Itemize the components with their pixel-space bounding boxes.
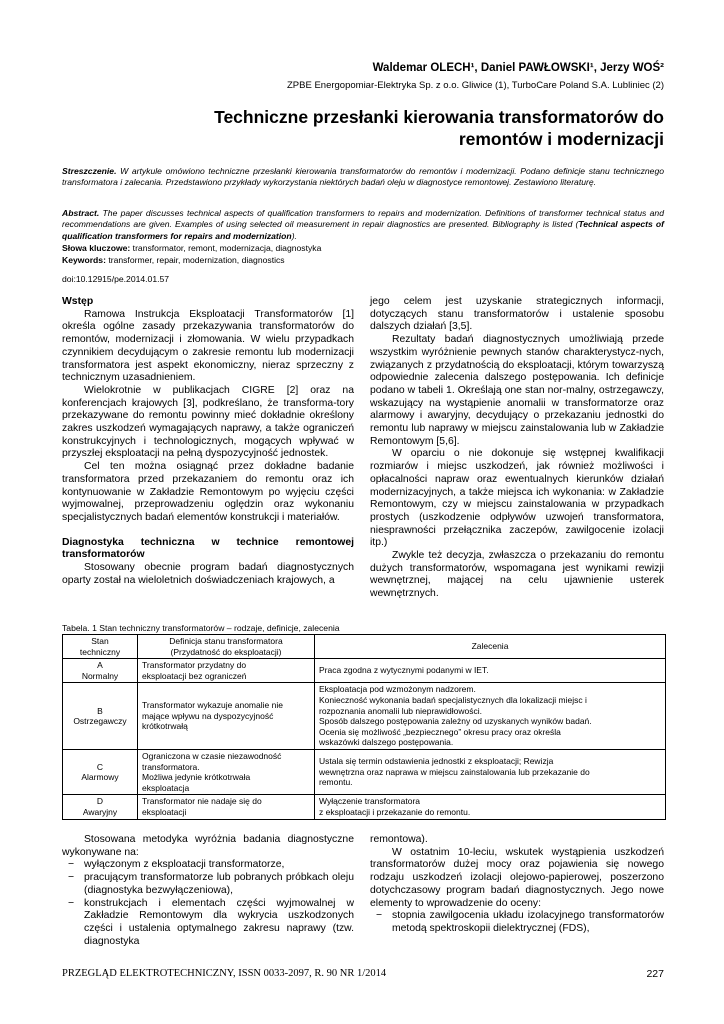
abstract-pl-label: Streszczenie.: [62, 166, 117, 176]
abstract-en-title: Technical aspects of qualification transformers for repairs and modernization: [62, 219, 665, 241]
definition-line: krótkotrwałą: [142, 721, 188, 732]
list-item: [62, 898, 354, 949]
abstract-pl-text: W artykule omówiono techniczne przesłanki kierowania transformatorów do remontów i modernizacji. Podano definicje stanu technicznego transformatora i zalecania. Przedstawiono przykłady wykorzystania niektórych badań oleju w diagnostyce remontowej. Zestawiono literaturę.: [62, 166, 664, 188]
header-state-line: Stan: [91, 636, 109, 646]
paragraph: W ostatnim 10-leciu, wskutek wystąpienia uszkodzeń transformatorów dużej mocy oraz pojawienia się nowego rodzaju uszkodzeń izolacji olejowo-papierowej, poszerzono dotychczasowy program badań diagnostycznych. Jego nowe elementy to wprowadzenie do oceny:: [370, 846, 664, 909]
header-definition: [138, 635, 315, 659]
abstract-en-label: Abstract.: [62, 208, 100, 218]
affiliation: ZPBE Energopomiar-Elektryka Sp. z o.o. Gliwice (1), TurboCare Poland S.A. Lubliniec (2): [287, 80, 664, 91]
state-code: C: [96, 761, 104, 772]
recommendation-cell: [315, 683, 666, 750]
abstract-en-text: The paper discusses technical aspects of qualification transformers to repairs and modernization. Definitions of transformer technical status and recommendations are given. Examples of using selected oil measurement in repair diagnostics are presented. Bibliography is listed (: [62, 208, 664, 230]
recommendation-line: wskazówki dalszego postępowania.: [319, 737, 454, 748]
right-column: [370, 296, 664, 601]
recommendation-line: Ustala się termin odstawienia jednostki z eksploatacji; Rewizja: [319, 756, 554, 767]
table-row: [63, 749, 666, 794]
recommendation-line: Konieczność wykonania badań specjalistycznych dla lokalizacji miejsc i: [319, 694, 587, 705]
paragraph: remontowa).: [370, 834, 428, 845]
definition-cell: [138, 749, 315, 794]
doi: doi:10.12915/pe.2014.01.57: [62, 274, 170, 284]
recommendation-line: Wyłączenie transformatora: [319, 796, 421, 807]
state-code: A: [97, 660, 103, 671]
recommendation-line: Ocenia się możliwość „bezpiecznego” okresu pracy oraz określa: [319, 726, 561, 737]
definition-line: eksploatacja: [142, 782, 190, 793]
paragraph: Cel ten można osiągnąć przez dokładne badanie transformatora przed przekazaniem do remontu oraz ich kontynuowanie w Zakładzie Remontowym po wyjęciu części wyjmowalnej, przeprowadzeniu oględzin oraz wykonaniu specjalistycznych badań elementów konstrukcji i materiałów.: [62, 461, 354, 523]
state-name: Ostrzegawczy: [73, 716, 127, 727]
recommendation-line: remontu.: [319, 777, 353, 788]
keywords-pl: [62, 243, 664, 254]
list-item-text: stopnia zawilgocenia układu izolacyjnego transformatorów metodą spektroskopii dielektrycznej (FDS),: [392, 910, 664, 934]
state-code: B: [97, 705, 103, 716]
keywords-en-label: Keywords:: [62, 255, 106, 265]
definition-line: Transformator wykazuje anomalie nie: [142, 700, 283, 711]
recommendation-cell: [315, 795, 666, 819]
state-name: Normalny: [81, 670, 119, 681]
journal-info: PRZEGLĄD ELEKTROTECHNICZNY, ISSN 0033-2097, R. 90 NR 1/2014: [62, 968, 387, 979]
state-cell: [63, 749, 138, 794]
abstract-en-end: ).: [291, 230, 297, 241]
recommendation-line: Eksploatacja pod wzmożonym nadzorem.: [319, 684, 476, 695]
recommendation-line: Praca zgodna z wytycznymi podanymi w IET.: [319, 665, 489, 676]
definition-line: Ograniczona w czasie niezawodność: [142, 750, 282, 761]
paragraph: jego celem jest uzyskanie strategicznych informacji, dotyczących stanu transformatorów i ustalenie sposobu dalszych działań [3,5].: [370, 296, 664, 333]
list-item-text: pracującym transformatorze lub pobranych próbkach oleju (diagnostyka bezwyłączeniowa),: [84, 872, 354, 896]
dash-bullet: −: [375, 910, 383, 922]
recommendation-line: rozpoznania anomalii lub nieprawidłowości.: [319, 705, 483, 716]
paragraph: Stosowana metodyka wyróżnia badania diagnostyczne wykonywane na:: [62, 834, 354, 858]
abstract-pl: [62, 166, 664, 189]
table-caption: Tabela. 1 Stan techniczny transformatorów – rodzaje, definicje, zalecenia: [62, 623, 340, 633]
keywords-en-text: transformer, repair, modernization, diagnostics: [105, 255, 285, 265]
definition-cell: [138, 795, 315, 819]
table-row: [63, 795, 666, 819]
paragraph: Stosowany obecnie program badań diagnostycznych oparty został na wieloletnich doświadczeniach krajowych, a: [62, 562, 354, 586]
header-state-line: techniczny: [79, 646, 121, 657]
list-item-text: wyłączonym z eksploatacji transformatorze,: [84, 859, 285, 871]
header-definition-line: Definicja stanu transformatora: [169, 636, 283, 646]
recommendation-line: z eksploatacji i przekazanie do remontu.: [319, 806, 471, 817]
list-item-text: konstrukcjach i elementach części wyjmowalnej w Zakładzie Remontowym dla wykrycia uszkodzonych części i ustalenia optymalnego zakresu naprawy (tzw. diagnostyka: [84, 897, 354, 947]
header-definition-line: (Przydatność do eksploatacji): [170, 646, 282, 657]
abstract-en: [62, 208, 664, 242]
table-header-row: [63, 635, 666, 659]
paragraph: Zwykle też decyzja, zwłaszcza o przekazaniu do remontu dużych transformatorów, wspomagana jest wynikami rewizji wewnętrznej, mającej na celu ujawnienie usterek wewnętrznych.: [370, 550, 664, 600]
page-number: 227: [646, 968, 664, 980]
section-heading-diagnostics: Diagnostyka techniczna w technice remontowej transformatorów: [62, 536, 354, 561]
page-footer: [62, 968, 664, 979]
recommendation-line: wewnętrzna oraz naprawa w miejscu zainstalowania lub przekazanie do: [319, 766, 590, 777]
dash-bullet: −: [67, 859, 75, 871]
table-row: [63, 683, 666, 750]
paragraph: W oparciu o nie dokonuje się wstępnej kwalifikacji rozmiarów i miejsc uszkodzeń, jak również możliwości i opłacalności napraw oraz ewentualnych kierunków działań modernizacyjnych, a także miejsca ich wykonania: w Zakładzie Remontowym, czy w miejscu zainstalowania w przypadkach prostych (uszkodzenie odpływów uzwojeń transformatora, niesprawności przełącznika zaczepów, zawilgocenie izolacji itp.): [370, 448, 664, 549]
header-state: [63, 635, 138, 659]
list-item: [370, 910, 664, 935]
definition-cell: [138, 683, 315, 750]
state-name: Awaryjny: [82, 806, 118, 817]
definition-line: eksploatacji bez ograniczeń: [142, 670, 247, 681]
title-line-1: Techniczne przesłanki kierowania transformatorów do: [214, 107, 664, 127]
keywords-pl-label: Słowa kluczowe:: [62, 243, 131, 253]
definition-line: Możliwa jedynie krótkotrwała: [142, 772, 251, 783]
state-name: Alarmowy: [81, 772, 119, 783]
definition-line: transformatora.: [142, 761, 200, 772]
bottom-right-column: [370, 834, 664, 936]
bottom-left-column: [62, 834, 354, 948]
definition-line: Transformator przydatny do: [142, 660, 247, 671]
table-row: [63, 659, 666, 683]
keywords-en: [62, 255, 664, 266]
dash-bullet: −: [67, 872, 75, 884]
list-item: [62, 872, 354, 897]
state-code: D: [96, 796, 104, 807]
authors: Waldemar OLECH¹, Daniel PAWŁOWSKI¹, Jerzy WOŚ²: [372, 62, 664, 74]
header-recommendations: Zalecenia: [315, 635, 666, 659]
definition-line: Transformator nie nadaje się do: [142, 796, 262, 807]
recommendation-line: Sposób dalszego postępowania zależny od uzyskanych wyników badań.: [319, 716, 592, 727]
paragraph: Ramowa Instrukcja Eksploatacji Transformatorów [1] określa ogólne zasady przekazywania transformatorów do remontów, modernizacji i złomowania. W wielu przypadkach czynnikiem decydującym o zakresie remontu lub modernizacji transformatora jest aspekt ekonomiczny, nieraz sprzeczny z technicznym uzasadnieniem.: [62, 308, 354, 384]
state-cell: [63, 683, 138, 750]
paper-title: [120, 106, 664, 150]
list-item: [62, 859, 354, 872]
recommendation-cell: [315, 749, 666, 794]
recommendation-cell: [315, 659, 666, 683]
definition-line: eksploatacji: [142, 806, 187, 817]
keywords-pl-text: transformator, remont, modernizacja, diagnostyka: [130, 243, 322, 253]
definition-line: mające wpływu na dyspozycyjność: [142, 710, 274, 721]
definition-cell: [138, 659, 315, 683]
paragraph: Rezultaty badań diagnostycznych umożliwiają przede wszystkim wyróżnienie pewnych stanów charakterystycz-nych, związanych z przydatnością do eksploatacji, którym towarzyszą odpowiednie zalecenia dalszego postępowania. Ich definicje podano w tabeli 1. Określają one stan nor-malny, ostrzegawczy, wskazujący na wystąpienie anomalii w transformatorze oraz alarmowy i awaryjny, decydujący o przekazaniu jednostki do remontu lub naprawy w miejscu zainstalowania lub w Zakładzie Remontowym [5,6].: [370, 334, 664, 447]
dash-bullet: −: [67, 897, 75, 909]
paragraph: Wielokrotnie w publikacjach CIGRE [2] oraz na konferencjach krajowych [3], podkreślano, że transforma-tory przekazywane do remontu powinny mieć dokładnie określony zakres uszkodzeń wymagających naprawy, a także ograniczeń konstrukcyjnych i technologicznych, mogących wpływać w przyszłej eksploatacji na pełną dyspozycyjność jednostek.: [62, 384, 354, 460]
technical-state-table: [62, 634, 666, 820]
state-cell: [63, 659, 138, 683]
state-cell: [63, 795, 138, 819]
title-line-2: remontów i modernizacji: [458, 129, 664, 149]
left-column: [62, 296, 354, 587]
section-heading-intro: Wstęp: [62, 296, 94, 307]
